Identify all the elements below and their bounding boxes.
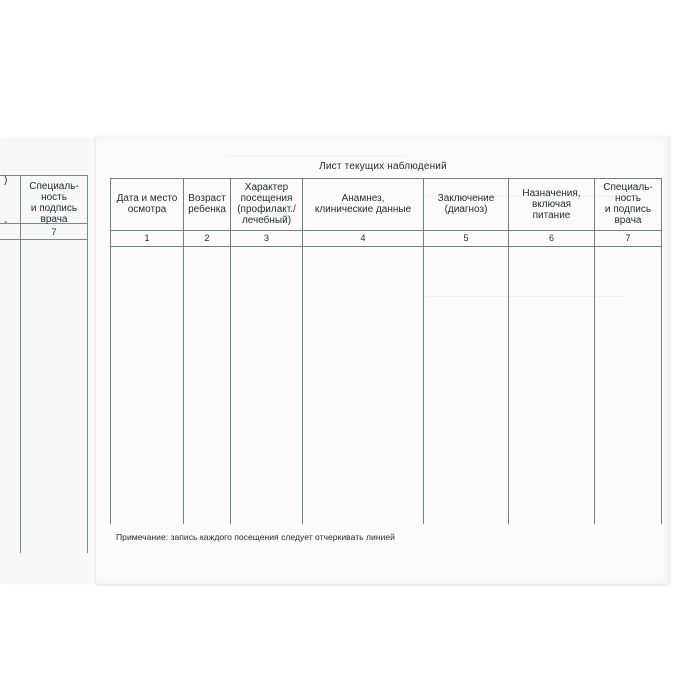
header-line: Анамнез, [341, 193, 385, 204]
column-number: 1 [144, 233, 150, 243]
column-header-anamnesis [303, 178, 423, 230]
page-title: Лист текущих наблюдений [319, 161, 447, 172]
header-line: Характер [244, 182, 289, 193]
header-line: Заключение [437, 193, 495, 204]
column-number: 7 [625, 233, 631, 243]
left-cut-glyph: - [4, 217, 8, 228]
header-line: осмотра [127, 204, 167, 215]
header-line: Дата и место [116, 193, 178, 204]
left-page-table [0, 175, 88, 553]
header-line: и подпись [604, 204, 652, 215]
header-line: ность [615, 193, 641, 204]
column-number: 6 [548, 233, 554, 243]
header-line: Специаль- [603, 182, 653, 193]
column-number: 4 [360, 233, 366, 243]
left-header-line: и подпись [30, 203, 78, 214]
header-line: (диагноз) [444, 204, 488, 215]
left-number-rule [0, 239, 88, 240]
left-page [0, 139, 100, 582]
column-number: 5 [463, 233, 469, 243]
column-header-diagnosis [424, 178, 508, 230]
header-line: посещения [240, 193, 293, 204]
header-line: Возраст [188, 193, 226, 204]
column-header-date-place [111, 178, 183, 230]
left-col-divider [20, 175, 21, 553]
left-column-header [22, 181, 86, 225]
column-header-prescriptions [509, 178, 594, 230]
column-header-visit-type [231, 178, 302, 230]
header-line: врача [614, 215, 642, 226]
left-column-number: 7 [51, 227, 57, 237]
table-right-edge [661, 178, 662, 524]
show-through-line [226, 156, 406, 157]
header-line: лечебный) [241, 215, 292, 226]
left-top-rule [0, 175, 88, 176]
left-header-line: Специаль- [29, 181, 79, 192]
column-number: 3 [263, 233, 269, 243]
header-line: включая [531, 198, 572, 210]
observation-table [110, 178, 662, 564]
header-line: питание [532, 209, 571, 221]
column-number: 2 [204, 233, 210, 243]
left-header-line: врача [40, 214, 68, 225]
column-header-specialty-signature [595, 178, 661, 230]
header-line: Назначения, [522, 187, 581, 199]
header-line: клинические данные [314, 204, 412, 215]
column-header-age [184, 178, 230, 230]
header-line: ребенка [188, 204, 226, 215]
left-table-edge [87, 175, 88, 553]
table-number-rule [110, 246, 662, 247]
left-cut-mark: ) [4, 175, 8, 186]
header-line: (профилакт./ [237, 204, 296, 215]
left-header-line: ность [41, 192, 67, 203]
right-page [96, 136, 670, 584]
footnote: Примечание: запись каждого посещения следует отчеркивать линией [116, 532, 395, 542]
